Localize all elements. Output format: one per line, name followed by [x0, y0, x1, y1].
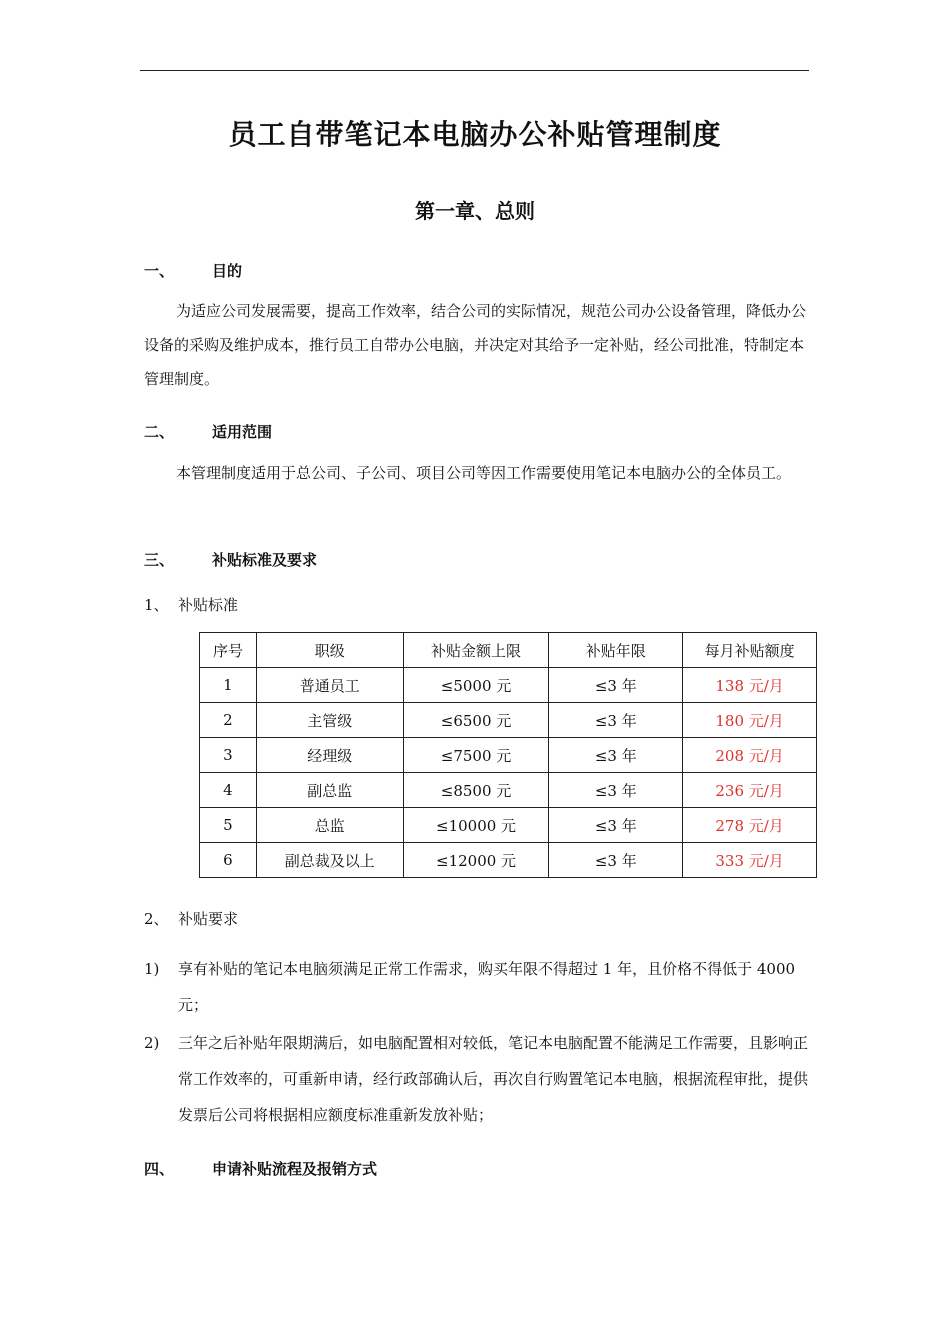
- cell-monthly-amount: 138 元/月: [683, 668, 817, 703]
- cell-monthly-amount: 180 元/月: [683, 703, 817, 738]
- cell-amount-cap: ≤6500 元: [403, 703, 549, 738]
- header-cell: 补贴年限: [549, 633, 683, 668]
- cell-years: ≤3 年: [549, 773, 683, 808]
- section-title: 申请补贴流程及报销方式: [212, 1160, 378, 1178]
- cell-monthly-amount: 333 元/月: [683, 843, 817, 878]
- header-rule: [140, 70, 809, 71]
- section-heading-standards: [144, 549, 317, 570]
- cell-rank: 总监: [256, 808, 403, 843]
- cell-years: ≤3 年: [549, 703, 683, 738]
- table-row: [200, 843, 817, 878]
- subheading-number: 1、: [144, 596, 169, 614]
- cell-amount-cap: ≤10000 元: [403, 808, 549, 843]
- section-title: 目的: [212, 262, 243, 280]
- header-cell: 职级: [256, 633, 403, 668]
- paragraph-purpose: [144, 294, 810, 396]
- subheading-title: 补贴要求: [178, 910, 239, 928]
- table-row: [200, 773, 817, 808]
- table-header-row: [200, 633, 817, 668]
- section-number: 二、: [144, 423, 175, 441]
- cell-years: ≤3 年: [549, 738, 683, 773]
- requirement-marker: 1): [144, 960, 160, 978]
- cell-amount-cap: ≤12000 元: [403, 843, 549, 878]
- document-title: 员工自带笔记本电脑办公补贴管理制度: [228, 118, 722, 151]
- cell-index: 6: [200, 843, 257, 878]
- table-row: [200, 738, 817, 773]
- section-heading-scope: [144, 421, 272, 442]
- header-cell: 每月补贴额度: [683, 633, 817, 668]
- cell-index: 1: [200, 668, 257, 703]
- table-row: [200, 808, 817, 843]
- cell-index: 3: [200, 738, 257, 773]
- section-number: 三、: [144, 551, 175, 569]
- paragraph-text: 本管理制度适用于总公司、子公司、项目公司等因工作需要使用笔记本电脑办公的全体员工。: [176, 464, 792, 482]
- section-title: 补贴标准及要求: [212, 551, 318, 569]
- cell-years: ≤3 年: [549, 843, 683, 878]
- section-number: 一、: [144, 262, 175, 280]
- cell-years: ≤3 年: [549, 808, 683, 843]
- chapter-title: 第一章、总则: [415, 199, 535, 223]
- cell-rank: 主管级: [256, 703, 403, 738]
- cell-index: 5: [200, 808, 257, 843]
- requirement-text: 享有补贴的笔记本电脑须满足正常工作需求，购买年限不得超过 1 年，且价格不得低于 4000 元；: [178, 960, 796, 1014]
- cell-rank: 普通员工: [256, 668, 403, 703]
- cell-years: ≤3 年: [549, 668, 683, 703]
- cell-rank: 经理级: [256, 738, 403, 773]
- cell-index: 4: [200, 773, 257, 808]
- section-title: 适用范围: [212, 423, 273, 441]
- subheading-subsidy-requirements: [144, 908, 238, 929]
- cell-monthly-amount: 236 元/月: [683, 773, 817, 808]
- requirement-text: 三年之后补贴年限期满后，如电脑配置相对较低，笔记本电脑配置不能满足工作需要，且影响正常工作效率的，可重新申请，经行政部确认后，再次自行购置笔记本电脑，根据流程审批，提供发票后公司将根据相应额度标准重新发放补贴；: [178, 1034, 809, 1124]
- cell-rank: 副总裁及以上: [256, 843, 403, 878]
- cell-rank: 副总监: [256, 773, 403, 808]
- section-number: 四、: [144, 1160, 175, 1178]
- requirement-item: [144, 951, 810, 1023]
- table-row: [200, 703, 817, 738]
- paragraph-scope: [144, 456, 810, 490]
- cell-amount-cap: ≤5000 元: [403, 668, 549, 703]
- section-heading-process: [144, 1158, 377, 1179]
- cell-monthly-amount: 278 元/月: [683, 808, 817, 843]
- section-heading-purpose: [144, 260, 242, 281]
- requirement-marker: 2): [144, 1034, 160, 1052]
- requirement-item: [144, 1025, 810, 1133]
- table-row: [200, 668, 817, 703]
- subsidy-table: [199, 632, 817, 878]
- cell-amount-cap: ≤8500 元: [403, 773, 549, 808]
- subheading-number: 2、: [144, 910, 169, 928]
- cell-monthly-amount: 208 元/月: [683, 738, 817, 773]
- cell-amount-cap: ≤7500 元: [403, 738, 549, 773]
- header-cell: 序号: [200, 633, 257, 668]
- subheading-subsidy-standard: [144, 594, 238, 615]
- cell-index: 2: [200, 703, 257, 738]
- paragraph-text: 为适应公司发展需要，提高工作效率，结合公司的实际情况，规范公司办公设备管理，降低办公设备的采购及维护成本，推行员工自带办公电脑，并决定对其给予一定补贴，经公司批准，特制定本管理制度。: [144, 302, 807, 388]
- header-cell: 补贴金额上限: [403, 633, 549, 668]
- subheading-title: 补贴标准: [178, 596, 239, 614]
